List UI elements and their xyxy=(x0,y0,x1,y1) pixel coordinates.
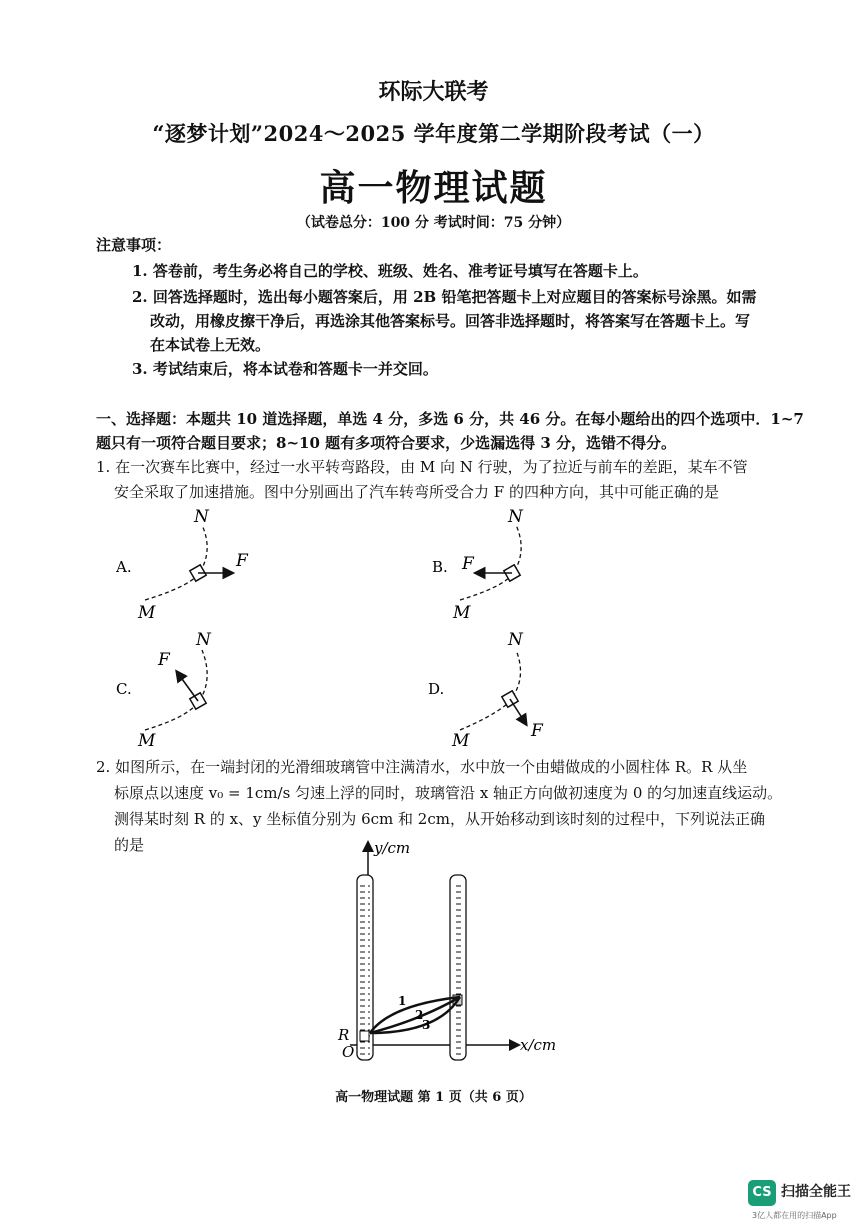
notice-item-2: 2. 回答选择题时，选出每小题答案后，用 2B 铅笔把答题卡上对应题目的答案标号涂黑。如需 xyxy=(132,288,757,306)
scanner-logo-icon: CS xyxy=(748,1180,776,1206)
option-d-label: D. xyxy=(428,680,445,698)
option-c-path xyxy=(145,650,207,730)
option-b-m-label: M xyxy=(453,603,471,623)
option-a-m-label: M xyxy=(138,603,156,623)
q2-figure xyxy=(320,835,580,1070)
option-a-n-label: N xyxy=(194,507,209,527)
q2-line3: 测得某时刻 R 的 x、y 坐标值分别为 6cm 和 2cm，从开始移动到该时刻的过程中，下列说法正确 xyxy=(114,810,765,828)
notice-item-1: 1. 答卷前，考生务必将自己的学校、班级、姓名、准考证号填写在答题卡上。 xyxy=(132,262,648,280)
option-d-m-label: M xyxy=(452,731,470,751)
option-c-figure xyxy=(116,630,212,751)
page-footer: 高一物理试题 第 1 页（共 6 页） xyxy=(335,1090,532,1105)
scanner-app-name: 扫描全能王 xyxy=(781,1184,851,1200)
option-b-label: B. xyxy=(432,558,448,576)
option-a-path xyxy=(145,525,207,600)
scanner-app-slogan: 3亿人都在用的扫描App xyxy=(752,1211,837,1220)
curve-label-2: 2 xyxy=(415,1008,424,1022)
scanner-watermark xyxy=(748,1178,863,1224)
wax-cylinder-start xyxy=(360,1031,369,1041)
section-heading-line2: 题只有一项符合题目要求；8~10 题有多项符合要求，少选漏选得 3 分，选错不得分。 xyxy=(96,434,676,452)
option-d-figure xyxy=(428,630,544,751)
option-d-force-arrow xyxy=(510,699,526,724)
option-d-n-label: N xyxy=(508,630,523,650)
right-tube xyxy=(450,875,466,1060)
option-a-figure xyxy=(115,507,249,623)
q1-line2: 安全采取了加速措施。图中分别画出了汽车转弯所受合力 F 的四种方向，其中可能正确的是 xyxy=(114,483,719,501)
curve-label-3: 3 xyxy=(422,1018,431,1032)
q1-line1: 1. 在一次赛车比赛中，经过一水平转弯路段，由 M 向 N 行驶，为了拉近与前车的差距，某车不管 xyxy=(96,458,748,476)
notice-item-3: 3. 考试结束后，将本试卷和答题卡一并交回。 xyxy=(132,360,438,378)
option-b-figure xyxy=(432,507,524,623)
body-label: R xyxy=(338,1026,350,1044)
notice-item-2-cont: 改动，用橡皮擦干净后，再选涂其他答案标号。回答非选择题时，将答案写在答题卡上。写 xyxy=(150,312,751,330)
origin-label: O xyxy=(342,1043,355,1061)
option-a-label: A. xyxy=(116,558,132,576)
option-c-force-arrow xyxy=(177,672,198,701)
y-axis-label: y/cm xyxy=(374,839,411,857)
exam-name: “逐梦计划”2024～2025 学年度第二学期阶段考试（一） xyxy=(152,121,715,146)
x-axis-label: x/cm xyxy=(520,1036,557,1054)
exam-org: 环际大联考 xyxy=(378,79,489,105)
q2-line2: 标原点以速度 v₀ = 1cm/s 匀速上浮的同时，玻璃管沿 x 轴正方向做初速度为 0 的匀加速直线运动。 xyxy=(114,784,783,802)
q2-line1: 2. 如图所示，在一端封闭的光滑细玻璃管中注满清水，水中放一个由蜡做成的小圆柱体 R。R 从坐 xyxy=(96,758,748,776)
option-d-force-label: F xyxy=(531,721,543,741)
notice-item-2-cont2: 在本试卷上无效。 xyxy=(150,336,271,354)
q1-figures xyxy=(0,500,867,755)
option-b-force-label: F xyxy=(462,554,474,574)
option-c-label: C. xyxy=(116,680,132,698)
curve-label-1: 1 xyxy=(398,994,407,1008)
option-c-force-label: F xyxy=(158,650,170,670)
option-b-n-label: N xyxy=(508,507,523,527)
option-c-n-label: N xyxy=(196,630,211,650)
option-c-m-label: M xyxy=(138,731,156,751)
q2-line4: 的是 xyxy=(114,836,145,854)
notice-title: 注意事项： xyxy=(96,236,172,254)
section-heading-line1: 一、选择题：本题共 10 道选择题，单选 4 分，多选 6 分，共 46 分。在每小题给出的四个选项中．1~7 xyxy=(96,410,804,428)
option-d-path xyxy=(460,650,521,730)
option-a-force-label: F xyxy=(236,551,248,571)
score-time: （试卷总分：100 分 考试时间：75 分钟） xyxy=(296,215,571,231)
paper-title: 高一物理试题 xyxy=(319,167,548,209)
